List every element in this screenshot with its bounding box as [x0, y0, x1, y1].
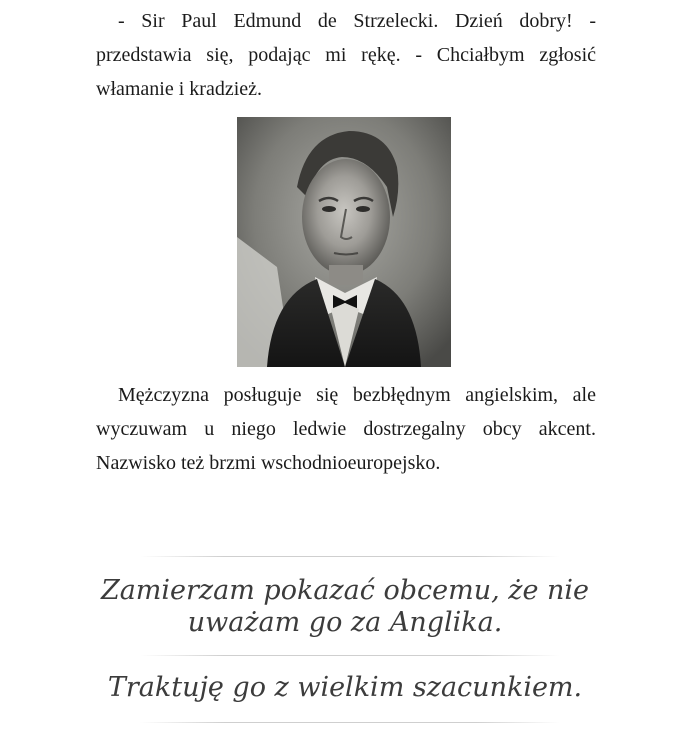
pullquote-first: Zamierzam pokazać obcemu, że nie uważam go za Anglika.: [100, 575, 590, 638]
quote-divider-top: [140, 556, 560, 557]
quote-divider-middle: [140, 655, 560, 656]
paragraph-description: Mężczyzna posługuje się bezbłędnym angielskim, ale wyczuwam u niego ledwie dostrzegalny obcy akcent. Nazwisko też brzmi wschodnioeuropejsko.: [96, 384, 596, 474]
paragraph-intro: - Sir Paul Edmund de Strzelecki. Dzień dobry! - przedstawia się, podając mi rękę. - Chciałbym zgłosić włamanie i kradzież.: [96, 10, 596, 100]
pullquote-second: Traktuję go z wielkim szacunkiem.: [107, 672, 583, 703]
quote-divider-bottom: [140, 722, 560, 723]
portrait-image: [237, 117, 451, 367]
